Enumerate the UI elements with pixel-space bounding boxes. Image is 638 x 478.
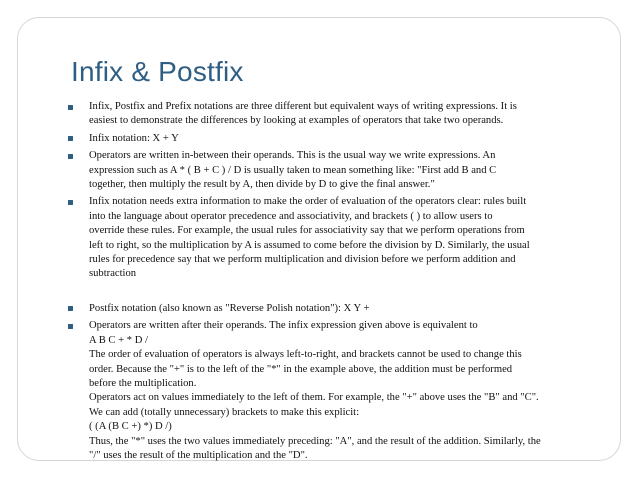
slide-content xyxy=(64,100,604,466)
square-bullet-icon xyxy=(68,136,73,141)
square-bullet-icon xyxy=(68,105,73,110)
bullet-item xyxy=(64,100,604,129)
bullet-item xyxy=(64,195,604,281)
slide-title: Infix & Postfix xyxy=(71,56,244,87)
square-bullet-icon xyxy=(68,306,73,311)
text-line: together, then multiply the result by A, then divide by D to give the final answer." xyxy=(89,179,435,191)
text-line: easiest to demonstrate the differences by looking at examples of operators that take two operands. xyxy=(89,115,504,127)
text-line: Thus, the "*" uses the two values immediately preceding: "A", and the result of the addition. Similarly, the xyxy=(89,435,541,447)
text-line: Infix, Postfix and Prefix notations are three different but equivalent ways of writing expressions. It is xyxy=(89,101,517,112)
bullet-item xyxy=(64,319,604,463)
square-bullet-icon xyxy=(68,324,73,329)
text-line: Operators act on values immediately to the left of them. For example, the "+" above uses the "B" and "C". xyxy=(89,392,539,404)
bullet-item xyxy=(64,302,604,316)
text-line: order. Because the "+" is to the left of the "*" in the example above, the addition must be performed xyxy=(89,363,513,375)
text-line: left to right, so the multiplication by A is assumed to come before the division by D. Similarly, the usual xyxy=(89,239,530,251)
text-line: into the language about operator precedence and associativity, and brackets ( ) to allow users to xyxy=(89,210,493,222)
text-line: Infix notation needs extra information to make the order of evaluation of the operators clear: rules built xyxy=(89,196,527,208)
text-line: before the multiplication. xyxy=(89,377,197,389)
text-line: A B C + * D / xyxy=(89,334,148,346)
text-line: The order of evaluation of operators is always left-to-right, and brackets cannot be used to change this xyxy=(89,349,522,361)
text-line: ( (A (B C +) *) D /) xyxy=(89,421,172,433)
bullet-item xyxy=(64,132,604,146)
text-line: "/" uses the result of the multiplication and the "D". xyxy=(89,449,308,461)
text-line: override these rules. For example, the usual rules for associativity say that we perform operations from xyxy=(89,225,525,237)
bullet-item xyxy=(64,149,604,192)
text-line: subtraction xyxy=(89,268,137,280)
square-bullet-icon xyxy=(68,200,73,205)
text-line: We can add (totally unnecessary) brackets to make this explicit: xyxy=(89,406,360,418)
text-line: Postfix notation (also known as "Reverse Polish notation"): X Y + xyxy=(89,302,370,314)
text-line: Operators are written after their operands. The infix expression given above is equivalent to xyxy=(89,320,478,332)
text-line: expression such as A * ( B + C ) / D is usually taken to mean something like: "First add B and C xyxy=(89,164,497,176)
text-line: Operators are written in-between their operands. This is the usual way we write expressions. An xyxy=(89,150,496,162)
square-bullet-icon xyxy=(68,154,73,159)
text-line: rules for precedence say that we perform multiplication and division before we perform addition and xyxy=(89,254,516,266)
text-line: Infix notation: X + Y xyxy=(89,132,179,144)
